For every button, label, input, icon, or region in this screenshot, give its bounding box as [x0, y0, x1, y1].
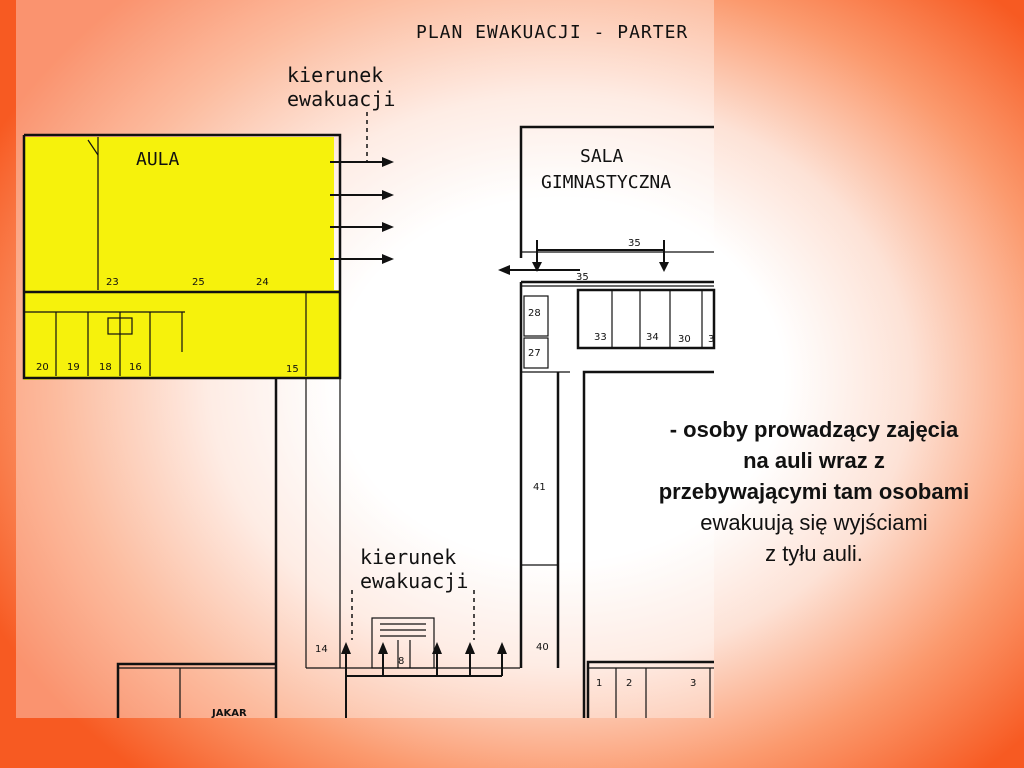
- room-35b: 35: [576, 272, 589, 283]
- room-23: 23: [106, 277, 119, 288]
- room-2: 2: [626, 678, 633, 689]
- room-25: 25: [192, 277, 205, 288]
- plan-title: PLAN EWAKUACJI - PARTER: [416, 22, 689, 43]
- caption-line5: z tyłu auli.: [765, 541, 863, 566]
- room-27: 27: [528, 348, 541, 359]
- room-14: 14: [315, 644, 328, 655]
- direction-label-top-line2: ewakuacji: [287, 87, 396, 111]
- room-28: 28: [528, 308, 541, 319]
- room-34: 34: [646, 332, 659, 343]
- room-3: 3: [690, 678, 697, 689]
- direction-label-bottom-line1: kierunek: [360, 545, 457, 569]
- room-3x: 3: [708, 334, 715, 345]
- caption-line2: na auli wraz z: [743, 448, 885, 473]
- sala-label-line2: GIMNASTYCZNA: [541, 172, 672, 193]
- room-8: 8: [398, 656, 405, 667]
- sala-label-line1: SALA: [580, 146, 624, 167]
- caption-line3: przebywającymi tam osobami: [658, 479, 970, 504]
- direction-label-top-line1: kierunek: [287, 63, 384, 87]
- room-30: 30: [678, 334, 691, 345]
- caption-line1: - osoby prowadzący zajęcia: [669, 417, 959, 442]
- room-19: 19: [67, 362, 80, 373]
- room-41: 41: [533, 482, 546, 493]
- aula-label: AULA: [136, 149, 180, 170]
- room-16: 16: [129, 362, 142, 373]
- room-18: 18: [99, 362, 112, 373]
- caption-line4: ewakuują się wyjściami: [700, 510, 928, 535]
- direction-label-bottom-line2: ewakuacji: [360, 569, 469, 593]
- room-15: 15: [286, 364, 299, 375]
- room-33: 33: [594, 332, 607, 343]
- room-24: 24: [256, 277, 269, 288]
- room-20: 20: [36, 362, 49, 373]
- room-35a: 35: [628, 238, 641, 249]
- room-1: 1: [596, 678, 603, 689]
- evacuation-caption: [604, 414, 1024, 569]
- room-40: 40: [536, 642, 549, 653]
- stair-label: JAKAR: [212, 708, 247, 719]
